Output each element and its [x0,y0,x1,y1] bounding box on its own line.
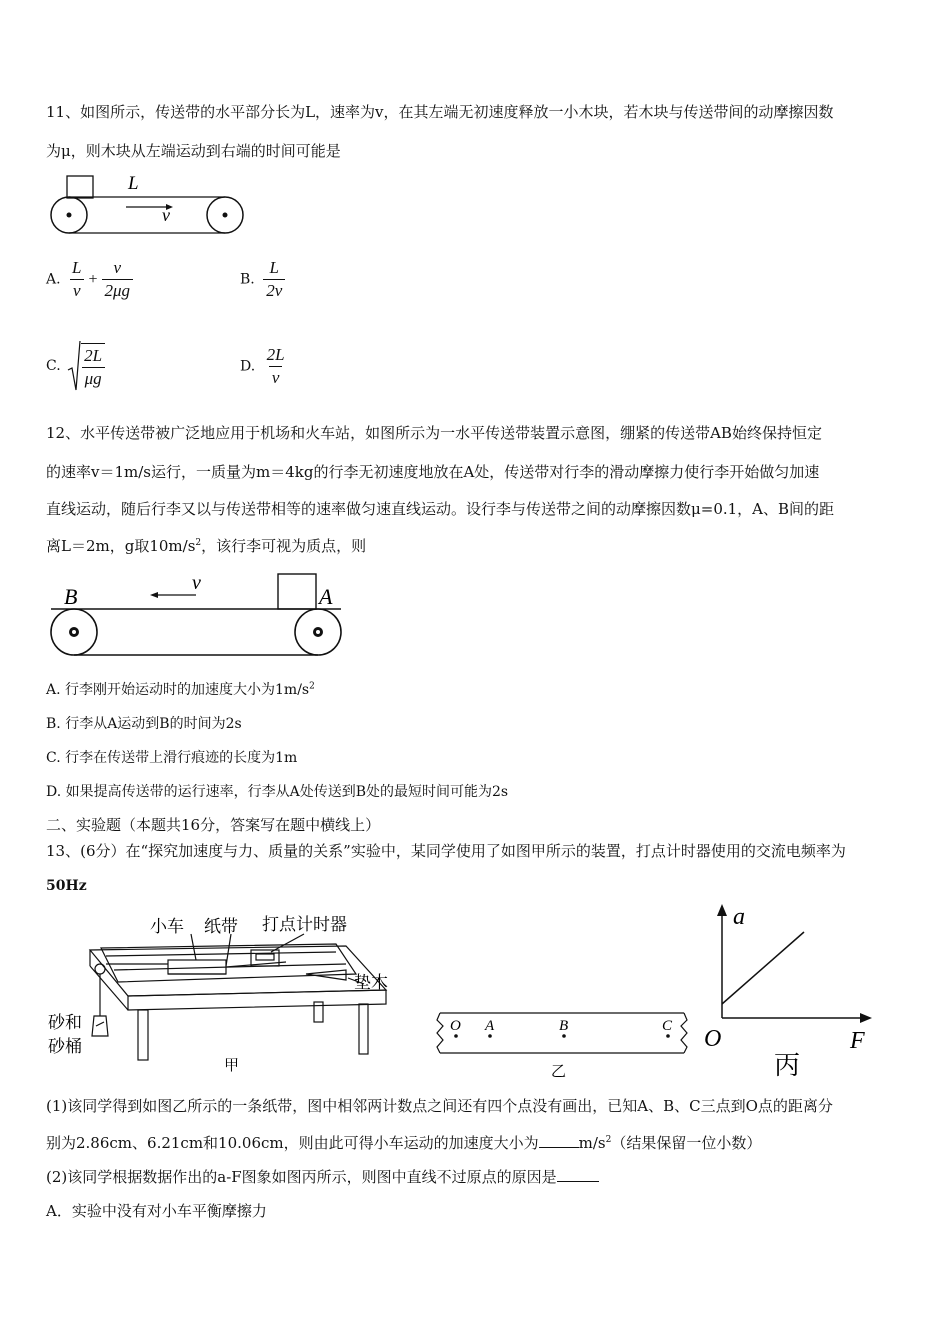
q11-option-d-frac: $\frac{2L}{v}$ [266,345,285,387]
q11-block [67,176,93,198]
q11-option-a-frac2: $\frac{v}{2\mu g}$ [102,258,134,301]
a-f-line [722,932,804,1004]
q11-velocity-label: v [162,205,170,225]
tape-point-b: B [559,1018,569,1034]
q11-option-a-frac1: $\frac{L}{v}$ [69,258,84,301]
label-tape: 纸带 [204,917,238,936]
q13-text-line1: 13、(6分）在“探究加速度与力、质量的关系”实验中，某同学使用了如图甲所示的装置，打点计时器使用的交流电频率为 [46,842,846,860]
q13-figure-jia [46,912,406,1072]
q11-length-label: L [128,173,139,194]
caption-jia: 甲 [224,1058,240,1072]
q13-figure-bing [700,900,890,1080]
answer-blank-2[interactable] [557,1167,599,1182]
q11-text-line2: 为μ，则木块从左端运动到右端的时间可能是 [46,142,341,160]
q11-option-c[interactable]: C. $\frac{2L}{\mu g}$ [46,340,105,392]
axis-label-o: O [704,1026,722,1052]
label-timer: 打点计时器 [262,915,347,934]
tape-point-o: O [450,1018,461,1034]
label-sand2: 砂桶 [48,1037,82,1056]
q13-option-a[interactable]: A．实验中没有对小车平衡摩擦力 [46,1202,267,1220]
label-sand1: 砂和 [48,1013,82,1032]
q12-conveyor-figure [46,570,346,665]
caption-bing: 丙 [774,1051,801,1080]
q13-part1-line1: (1)该同学得到如图乙所示的一条纸带，图中相邻两计数点之间还有四个点没有画出，已知A、B、C三点到O点的距离分 [46,1097,833,1115]
q12-luggage [278,574,316,609]
q11-option-b-frac: $\frac{L}{2v}$ [263,258,285,301]
q12-option-b[interactable]: B. 行李从A运动到B的时间为2s [46,716,242,732]
q12-option-d[interactable]: D. 如果提高传送带的运行速率，行李从A处传送到B处的最短时间可能为2s [46,784,509,800]
q11-option-b[interactable]: B. $\frac{L}{2v}$ [240,258,285,301]
tape-point-c: C [662,1018,673,1034]
answer-blank-1[interactable] [539,1133,579,1148]
q13-text-line2: 50Hz [46,878,87,894]
caption-yi: 乙 [551,1064,567,1080]
q12-text-line1: 12、水平传送带被广泛地应用于机场和火车站，如图所示为一水平传送带装置示意图，绷紧的传送带AB始终保持恒定 [46,424,822,442]
q12-text-line2: 的速率v＝1m/s运行，一质量为m＝4kg的行李无初速度地放在A处，传送带对行李的滑动摩擦力使行李开始做匀加速 [46,463,820,481]
sand-bucket [92,1016,108,1036]
axis-label-a: a [733,904,745,930]
q13-part1-line2: 别为2.86cm、6.21cm和10.06cm，则由此可得小车运动的加速度大小为 $m/s^2$（结果保留一位小数） [46,1134,762,1152]
label-cart: 小车 [150,917,184,936]
q11-option-d[interactable]: D. $\frac{2L}{v}$ [240,345,288,388]
q11-text-line1: 11、如图所示，传送带的水平部分长为L，速率为v，在其左端无初速度释放一小木块，若木块与传送带间的动摩擦因数 [46,103,834,121]
q12-text-line3: 直线运动，随后行李又以与传送带相等的速率做匀速直线运动。设行李与传送带之间的动摩擦因数μ=0.1，A、B间的距 [46,500,835,518]
table-leg [138,1010,148,1060]
axis-label-f: F [850,1028,865,1054]
label-block: 垫木 [354,973,388,992]
q13-part2: (2)该同学根据数据作出的a-F图象如图丙所示，则图中直线不过原点的原因是 [46,1166,599,1187]
q13-figure-yi [434,1008,696,1083]
q12-text-line4: 离L＝2m，g取$10m/s^2$，该行李可视为质点，则 [46,537,367,555]
q12-option-c[interactable]: C. 行李在传送带上滑行痕迹的长度为1m [46,750,298,766]
q11-option-a[interactable]: A. $\frac{L}{v}$ + $\frac{v}{2\mu g}$ [46,258,133,301]
q12-label-a: A [319,584,333,609]
tape-point-a: A [485,1018,495,1034]
q12-option-a[interactable]: A. 行李刚开始运动时的加速度大小为$1m/s^2$ [46,681,315,698]
q11-conveyor-figure [46,172,256,242]
q12-label-v: v [192,572,201,594]
section-heading: 二、实验题（本题共16分，答案写在题中横线上） [46,816,381,834]
q12-label-b: B [64,584,78,609]
q11-option-c-sqrt: $\frac{2L}{\mu g}$ [67,340,105,392]
